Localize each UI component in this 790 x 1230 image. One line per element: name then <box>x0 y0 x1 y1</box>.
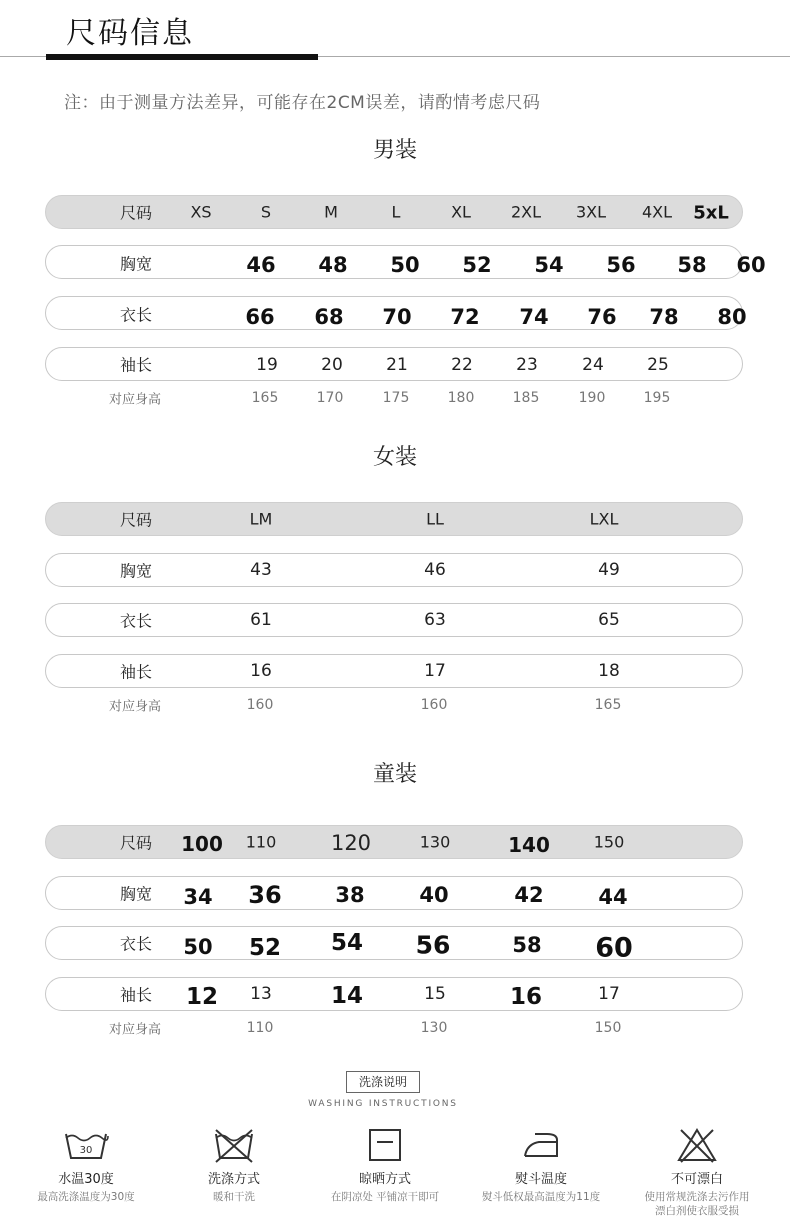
row-label: 袖长 <box>119 985 153 1005</box>
page-title: 尺码信息 <box>66 16 194 51</box>
height-cell: 110 <box>246 1020 274 1036</box>
care-title: 洗涤方式 <box>207 1172 260 1187</box>
kids-sleeve-row <box>45 977 743 1011</box>
care-item-wash-temp <box>11 1126 161 1204</box>
length-cell: 63 <box>424 610 446 630</box>
women-size-row <box>45 502 743 536</box>
size-cell: LM <box>249 509 273 529</box>
height-cell: 150 <box>594 1020 622 1036</box>
care-title: 不可漂白 <box>670 1172 723 1187</box>
kids-length-row <box>45 926 743 964</box>
sleeve-cell: 24 <box>582 355 604 375</box>
care-desc: 最高洗涤温度为30度 <box>37 1191 135 1203</box>
length-cell: 80 <box>717 305 747 329</box>
chest-cell: 42 <box>514 883 544 907</box>
size-cell: 120 <box>330 831 372 855</box>
care-title: 熨斗温度 <box>514 1172 567 1187</box>
sleeve-cell: 25 <box>647 355 669 375</box>
washing-title: 洗涤说明 <box>346 1071 420 1093</box>
row-label: 尺码 <box>119 833 153 853</box>
chest-cell: 56 <box>606 253 636 277</box>
length-cell: 58 <box>512 933 542 957</box>
length-cell: 70 <box>382 305 412 329</box>
height-cell: 170 <box>316 390 344 406</box>
care-desc: 使用常规洗涤去污作用 <box>644 1191 750 1203</box>
length-cell: 54 <box>330 930 364 956</box>
svg-text:30: 30 <box>79 1145 93 1156</box>
height-cell: 180 <box>447 390 475 406</box>
sleeve-cell: 17 <box>424 661 446 681</box>
men-sleeve-row <box>45 347 743 381</box>
row-label: 胸宽 <box>119 561 153 581</box>
women-length-row <box>45 603 743 637</box>
row-label: 对应身高 <box>108 1022 162 1038</box>
kids-chest-row <box>45 876 743 910</box>
no-machine-wash-icon <box>159 1126 309 1164</box>
size-cell: 4XL <box>641 202 673 222</box>
sleeve-cell: 22 <box>451 355 473 375</box>
chest-cell: 44 <box>598 885 628 909</box>
women-sleeve-row <box>45 654 743 688</box>
size-cell: 3XL <box>575 202 607 222</box>
care-item-wash-method <box>159 1126 309 1204</box>
row-label: 衣长 <box>119 611 153 631</box>
size-cell: XS <box>190 202 212 222</box>
sleeve-cell: 16 <box>250 661 272 681</box>
size-cell: M <box>324 202 338 222</box>
size-cell: 5xL <box>693 202 729 224</box>
men-section-title: 男装 <box>372 138 417 163</box>
chest-cell: 54 <box>534 253 564 277</box>
chest-cell: 49 <box>598 560 620 580</box>
care-desc-line2: 漂白剂使衣服受损 <box>655 1205 739 1217</box>
length-cell: 52 <box>248 935 282 961</box>
women-section-title: 女装 <box>372 445 417 470</box>
length-cell: 60 <box>595 932 633 964</box>
sleeve-cell: 16 <box>509 984 543 1010</box>
row-label: 尺码 <box>119 203 153 223</box>
length-cell: 61 <box>250 610 272 630</box>
row-label: 衣长 <box>119 934 153 954</box>
chest-cell: 43 <box>250 560 272 580</box>
men-length-row <box>45 296 747 330</box>
sleeve-cell: 18 <box>598 661 620 681</box>
size-cell: 130 <box>419 832 451 852</box>
row-label: 胸宽 <box>119 884 153 904</box>
sleeve-cell: 14 <box>330 983 364 1009</box>
care-item-ironing <box>466 1126 616 1204</box>
men-height-row <box>45 388 743 410</box>
row-label: 胸宽 <box>119 254 153 274</box>
size-cell: 100 <box>181 832 223 856</box>
care-title: 晾晒方式 <box>358 1172 411 1187</box>
length-cell: 78 <box>649 305 679 329</box>
care-item-drying <box>310 1126 460 1204</box>
chest-cell: 60 <box>736 253 766 277</box>
chest-cell: 36 <box>248 881 282 909</box>
size-cell: 110 <box>245 832 277 852</box>
chest-cell: 34 <box>183 885 213 909</box>
length-cell: 56 <box>415 930 451 960</box>
row-label: 衣长 <box>119 305 153 325</box>
chest-cell: 58 <box>677 253 707 277</box>
men-chest-row <box>45 245 766 279</box>
length-cell: 76 <box>587 305 617 329</box>
sleeve-cell: 23 <box>516 355 538 375</box>
length-cell: 68 <box>314 305 344 329</box>
women-height-row <box>45 695 743 717</box>
women-chest-row <box>45 553 743 587</box>
row-label: 袖长 <box>119 355 153 375</box>
size-cell: 150 <box>593 832 625 852</box>
sleeve-cell: 20 <box>321 355 343 375</box>
men-size-row <box>45 195 743 229</box>
size-cell: LL <box>426 509 444 529</box>
washing-subtitle: WASHING INSTRUCTIONS <box>308 1099 458 1109</box>
size-cell: 2XL <box>510 202 542 222</box>
size-cell: XL <box>451 202 471 222</box>
measurement-note: 注：由于测量方法差异，可能存在2CM误差，请酌情考虑尺码 <box>64 93 541 113</box>
row-label: 袖长 <box>119 662 153 682</box>
height-cell: 160 <box>246 697 274 713</box>
kids-section-title: 童装 <box>372 762 417 787</box>
size-cell: S <box>260 202 272 222</box>
title-underline-bar <box>46 54 318 60</box>
length-cell: 74 <box>519 305 549 329</box>
height-cell: 165 <box>251 390 279 406</box>
care-item-bleach <box>622 1126 772 1218</box>
length-cell: 65 <box>598 610 620 630</box>
sleeve-cell: 12 <box>185 984 219 1010</box>
chest-cell: 38 <box>335 883 365 907</box>
height-cell: 130 <box>420 1020 448 1036</box>
row-label: 尺码 <box>119 510 153 530</box>
height-cell: 195 <box>643 390 671 406</box>
chest-cell: 48 <box>318 253 348 277</box>
height-cell: 160 <box>420 697 448 713</box>
height-cell: 190 <box>578 390 606 406</box>
sleeve-cell: 17 <box>598 984 620 1004</box>
iron-icon <box>466 1126 616 1164</box>
size-cell: 140 <box>508 833 550 857</box>
chest-cell: 46 <box>246 253 276 277</box>
care-desc: 在阴凉处 平铺凉干即可 <box>330 1191 440 1203</box>
height-cell: 165 <box>594 697 622 713</box>
height-cell: 185 <box>512 390 540 406</box>
size-cell: L <box>391 202 401 222</box>
kids-height-row <box>45 1018 743 1040</box>
height-cell: 175 <box>382 390 410 406</box>
chest-cell: 46 <box>424 560 446 580</box>
no-bleach-icon <box>622 1126 772 1164</box>
chest-cell: 52 <box>462 253 492 277</box>
chest-cell: 40 <box>419 883 449 907</box>
dry-flat-icon <box>310 1126 460 1164</box>
sleeve-cell: 21 <box>386 355 408 375</box>
length-cell: 72 <box>450 305 480 329</box>
kids-size-row <box>45 825 743 859</box>
length-cell: 50 <box>183 935 213 959</box>
care-desc: 熨斗低权最高温度为11度 <box>481 1191 601 1203</box>
row-label: 对应身高 <box>108 699 162 715</box>
sleeve-cell: 13 <box>250 984 272 1004</box>
chest-cell: 50 <box>390 253 420 277</box>
row-label: 对应身高 <box>108 392 162 408</box>
care-desc: 暖和干洗 <box>213 1191 255 1203</box>
sleeve-cell: 19 <box>256 355 278 375</box>
care-title: 水温30度 <box>58 1172 114 1187</box>
wash-30-icon <box>11 1126 161 1164</box>
length-cell: 66 <box>245 305 275 329</box>
size-cell: LXL <box>589 509 619 529</box>
sleeve-cell: 15 <box>424 984 446 1004</box>
